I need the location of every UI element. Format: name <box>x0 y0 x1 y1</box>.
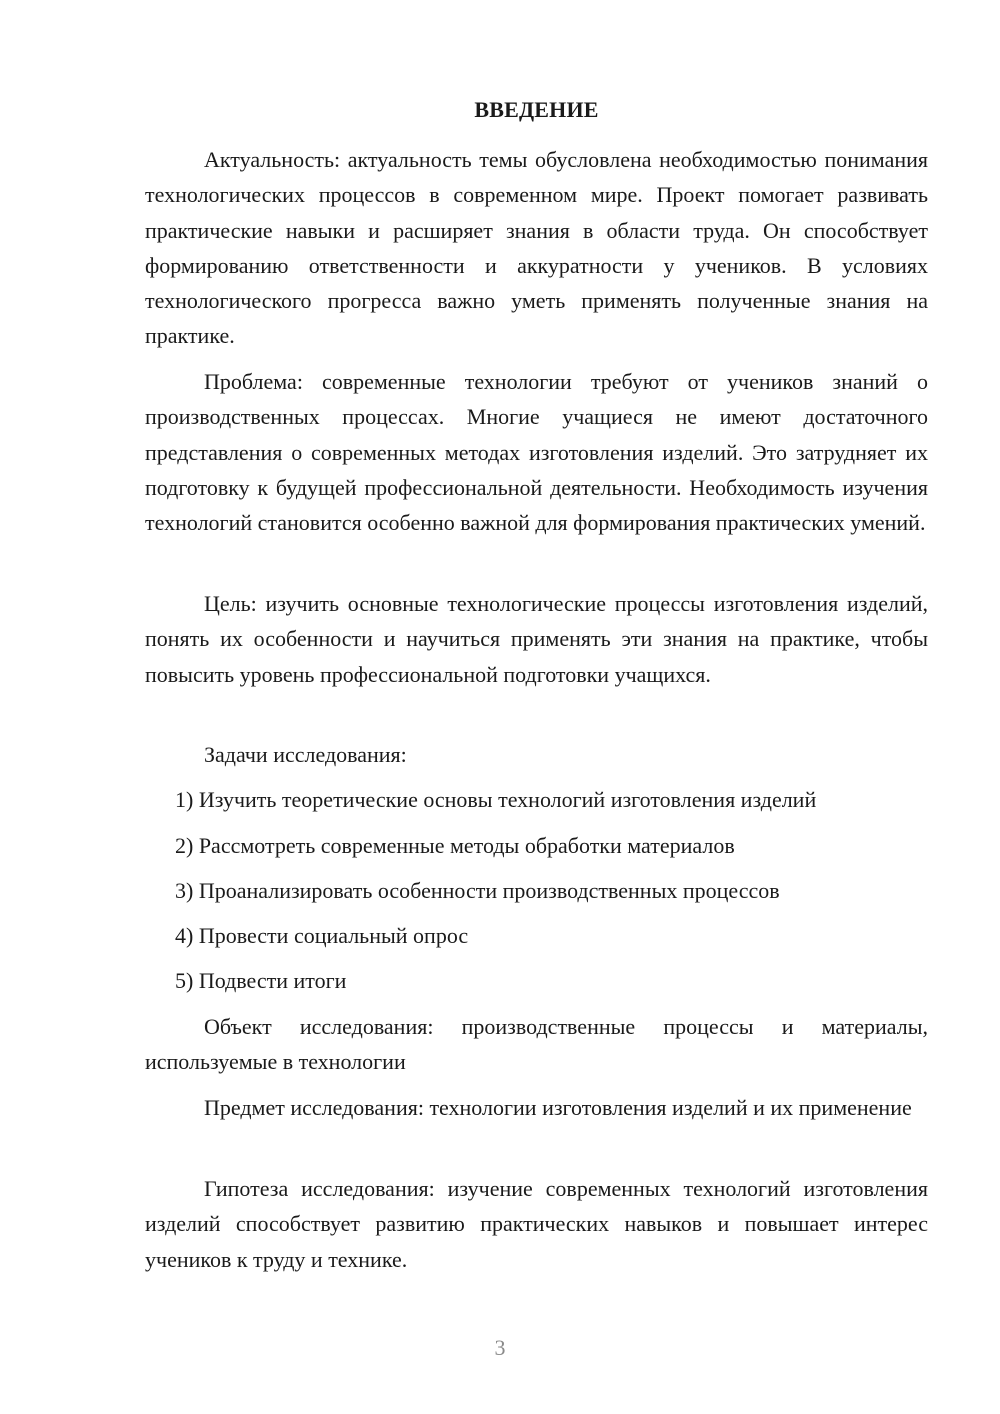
task-item-5: 5) Подвести итоги <box>175 968 347 993</box>
paragraph-object: Объект исследования: производственные процессы и материалы, используемые в технологии <box>145 1014 928 1075</box>
paragraph-goal: Цель: изучить основные технологические процессы изготовления изделий, понять их особенности и научиться применять эти знания на практике, чтобы повысить уровень профессиональной подготовки учащихся. <box>145 591 928 687</box>
task-item-1: 1) Изучить теоретические основы технологий изготовления изделий <box>175 787 817 812</box>
tasks-heading: Задачи исследования: <box>204 742 407 767</box>
task-item-2: 2) Рассмотреть современные методы обработки материалов <box>175 833 735 858</box>
paragraph-relevance: Актуальность: актуальность темы обусловлена необходимостью понимания технологических процессов в современном мире. Проект помогает развивать практические навыки и расширяет знания в области труда. Он способствует формированию ответственности и аккуратности у учеников. В условиях технологического прогресса важно уметь применять полученные знания на практике. <box>145 147 928 349</box>
paragraph-subject: Предмет исследования: технологии изготовления изделий и их применение <box>204 1095 912 1120</box>
section-title: ВВЕДЕНИЕ <box>474 97 599 122</box>
page-number: 3 <box>494 1335 506 1360</box>
task-item-4: 4) Провести социальный опрос <box>175 923 469 948</box>
paragraph-problem: Проблема: современные технологии требуют от учеников знаний о производственных процессах. Многие учащиеся не имеют достаточного представления о современных методах изготовления изделий. Это затрудняет их подготовку к будущей профессиональной деятельности. Необходимость изучения технологий становится особенно важной для формирования практических умений. <box>145 369 928 536</box>
paragraph-hypothesis: Гипотеза исследования: изучение современных технологий изготовления изделий способствует развитию практических навыков и повышает интерес учеников к труду и технике. <box>145 1176 928 1272</box>
task-item-3: 3) Проанализировать особенности производственных процессов <box>175 878 780 903</box>
